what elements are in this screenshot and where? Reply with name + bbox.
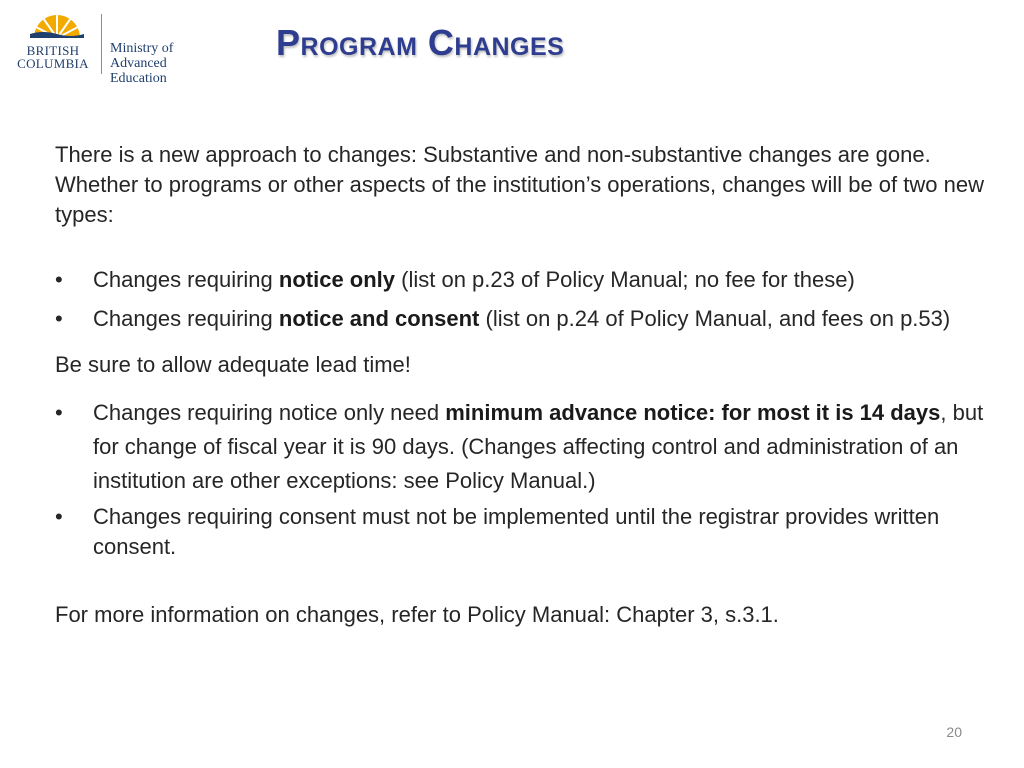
item-text-post: , but for change of fiscal year it is 90 days. (Changes affecting control and administration of an institution are other exceptions: see Policy Manual.) xyxy=(93,400,984,493)
logo-wordmark xyxy=(10,44,96,70)
ministry-line-1: Ministry of xyxy=(110,41,174,56)
lead-time-list xyxy=(55,396,995,562)
item-text-bold: minimum advance notice: for most it is 14 days xyxy=(445,400,941,425)
bc-logo xyxy=(10,8,225,86)
item-text-bold: notice only xyxy=(278,267,396,292)
logo-line-columbia: COLUMBIA xyxy=(17,56,89,71)
lead-time-paragraph: Be sure to allow adequate lead time! xyxy=(55,352,411,377)
item-text-pre: Changes requiring xyxy=(93,267,279,292)
list-item xyxy=(55,262,995,297)
list-item xyxy=(55,396,995,498)
ministry-line-2: Advanced Education xyxy=(110,56,167,86)
item-text-pre: Changes requiring xyxy=(93,306,279,331)
intro-paragraph: There is a new approach to changes: Substantive and non-substantive changes are gone. Whether to programs or other aspects of the institution’s operations, changes will be of two new types: xyxy=(55,142,984,227)
list-item xyxy=(55,502,995,562)
item-text-bold: notice and consent xyxy=(278,306,480,331)
logo-line-british: BRITISH xyxy=(26,43,80,58)
item-text-pre: Changes requiring notice only need xyxy=(93,400,446,425)
change-types-list xyxy=(55,262,995,336)
item-text: Changes requiring consent must not be implemented until the registrar provides written consent. xyxy=(93,504,940,559)
slide-body xyxy=(55,140,995,630)
slide-title: Program Changes xyxy=(276,22,565,63)
logo-divider xyxy=(101,14,102,74)
item-text-post: (list on p.23 of Policy Manual; no fee for these) xyxy=(395,267,855,292)
list-item xyxy=(55,301,995,336)
sun-icon xyxy=(30,10,84,38)
slide-number: 20 xyxy=(946,724,962,740)
item-text-post: (list on p.24 of Policy Manual, and fees on p.53) xyxy=(479,306,951,331)
footer-paragraph: For more information on changes, refer to Policy Manual: Chapter 3, s.3.1. xyxy=(55,602,779,627)
ministry-name xyxy=(110,41,225,86)
